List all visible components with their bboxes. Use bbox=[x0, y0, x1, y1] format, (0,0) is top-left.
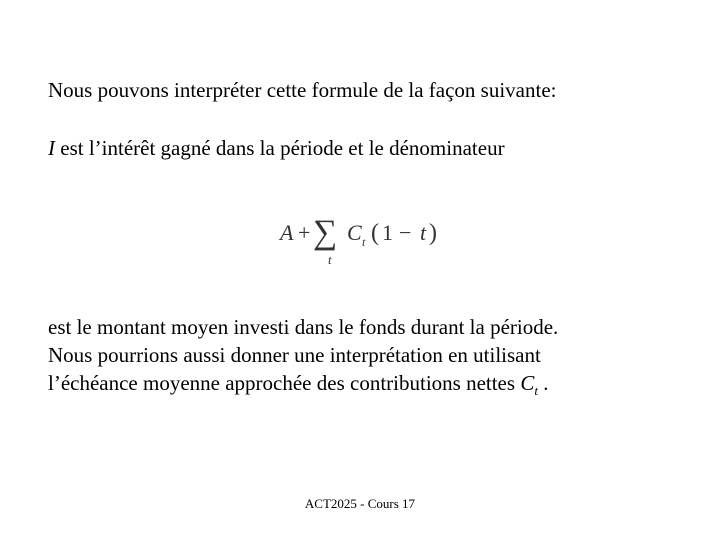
formula-sum-index: t bbox=[328, 252, 332, 267]
contribution-variable: C bbox=[520, 371, 535, 395]
denominator-explanation-line: est le montant moyen investi dans le fonds durant la période. bbox=[48, 315, 559, 339]
denominator-formula bbox=[278, 210, 448, 270]
formula-c: C bbox=[347, 220, 362, 245]
formula-t: t bbox=[420, 220, 427, 245]
maturity-line bbox=[48, 371, 549, 398]
interest-variable: I bbox=[48, 136, 55, 160]
contribution-subscript: t bbox=[534, 383, 538, 398]
interest-definition-text: est l’intérêt gagné dans la période et le dénominateur bbox=[55, 136, 505, 160]
interest-definition-line bbox=[48, 138, 505, 159]
intro-line: Nous pouvons interpréter cette formule de la façon suivante: bbox=[48, 78, 557, 102]
formula-one: 1 bbox=[382, 220, 393, 245]
maturity-text: l’échéance moyenne approchée des contributions nettes bbox=[48, 371, 521, 395]
formula-minus: − bbox=[399, 220, 412, 245]
formula-open-paren: ( bbox=[371, 220, 379, 246]
formula-plus: + bbox=[298, 220, 311, 245]
formula-a: A bbox=[280, 220, 294, 245]
formula-sigma: ∑ bbox=[313, 214, 338, 251]
formula-c-subscript: t bbox=[362, 235, 366, 249]
alternative-interpretation-line: Nous pourrions aussi donner une interprétation en utilisant bbox=[48, 343, 541, 367]
maturity-end: . bbox=[537, 371, 549, 395]
slide-footer: ACT2025 - Cours 17 bbox=[304, 496, 416, 511]
formula-close-paren: ) bbox=[429, 220, 437, 246]
